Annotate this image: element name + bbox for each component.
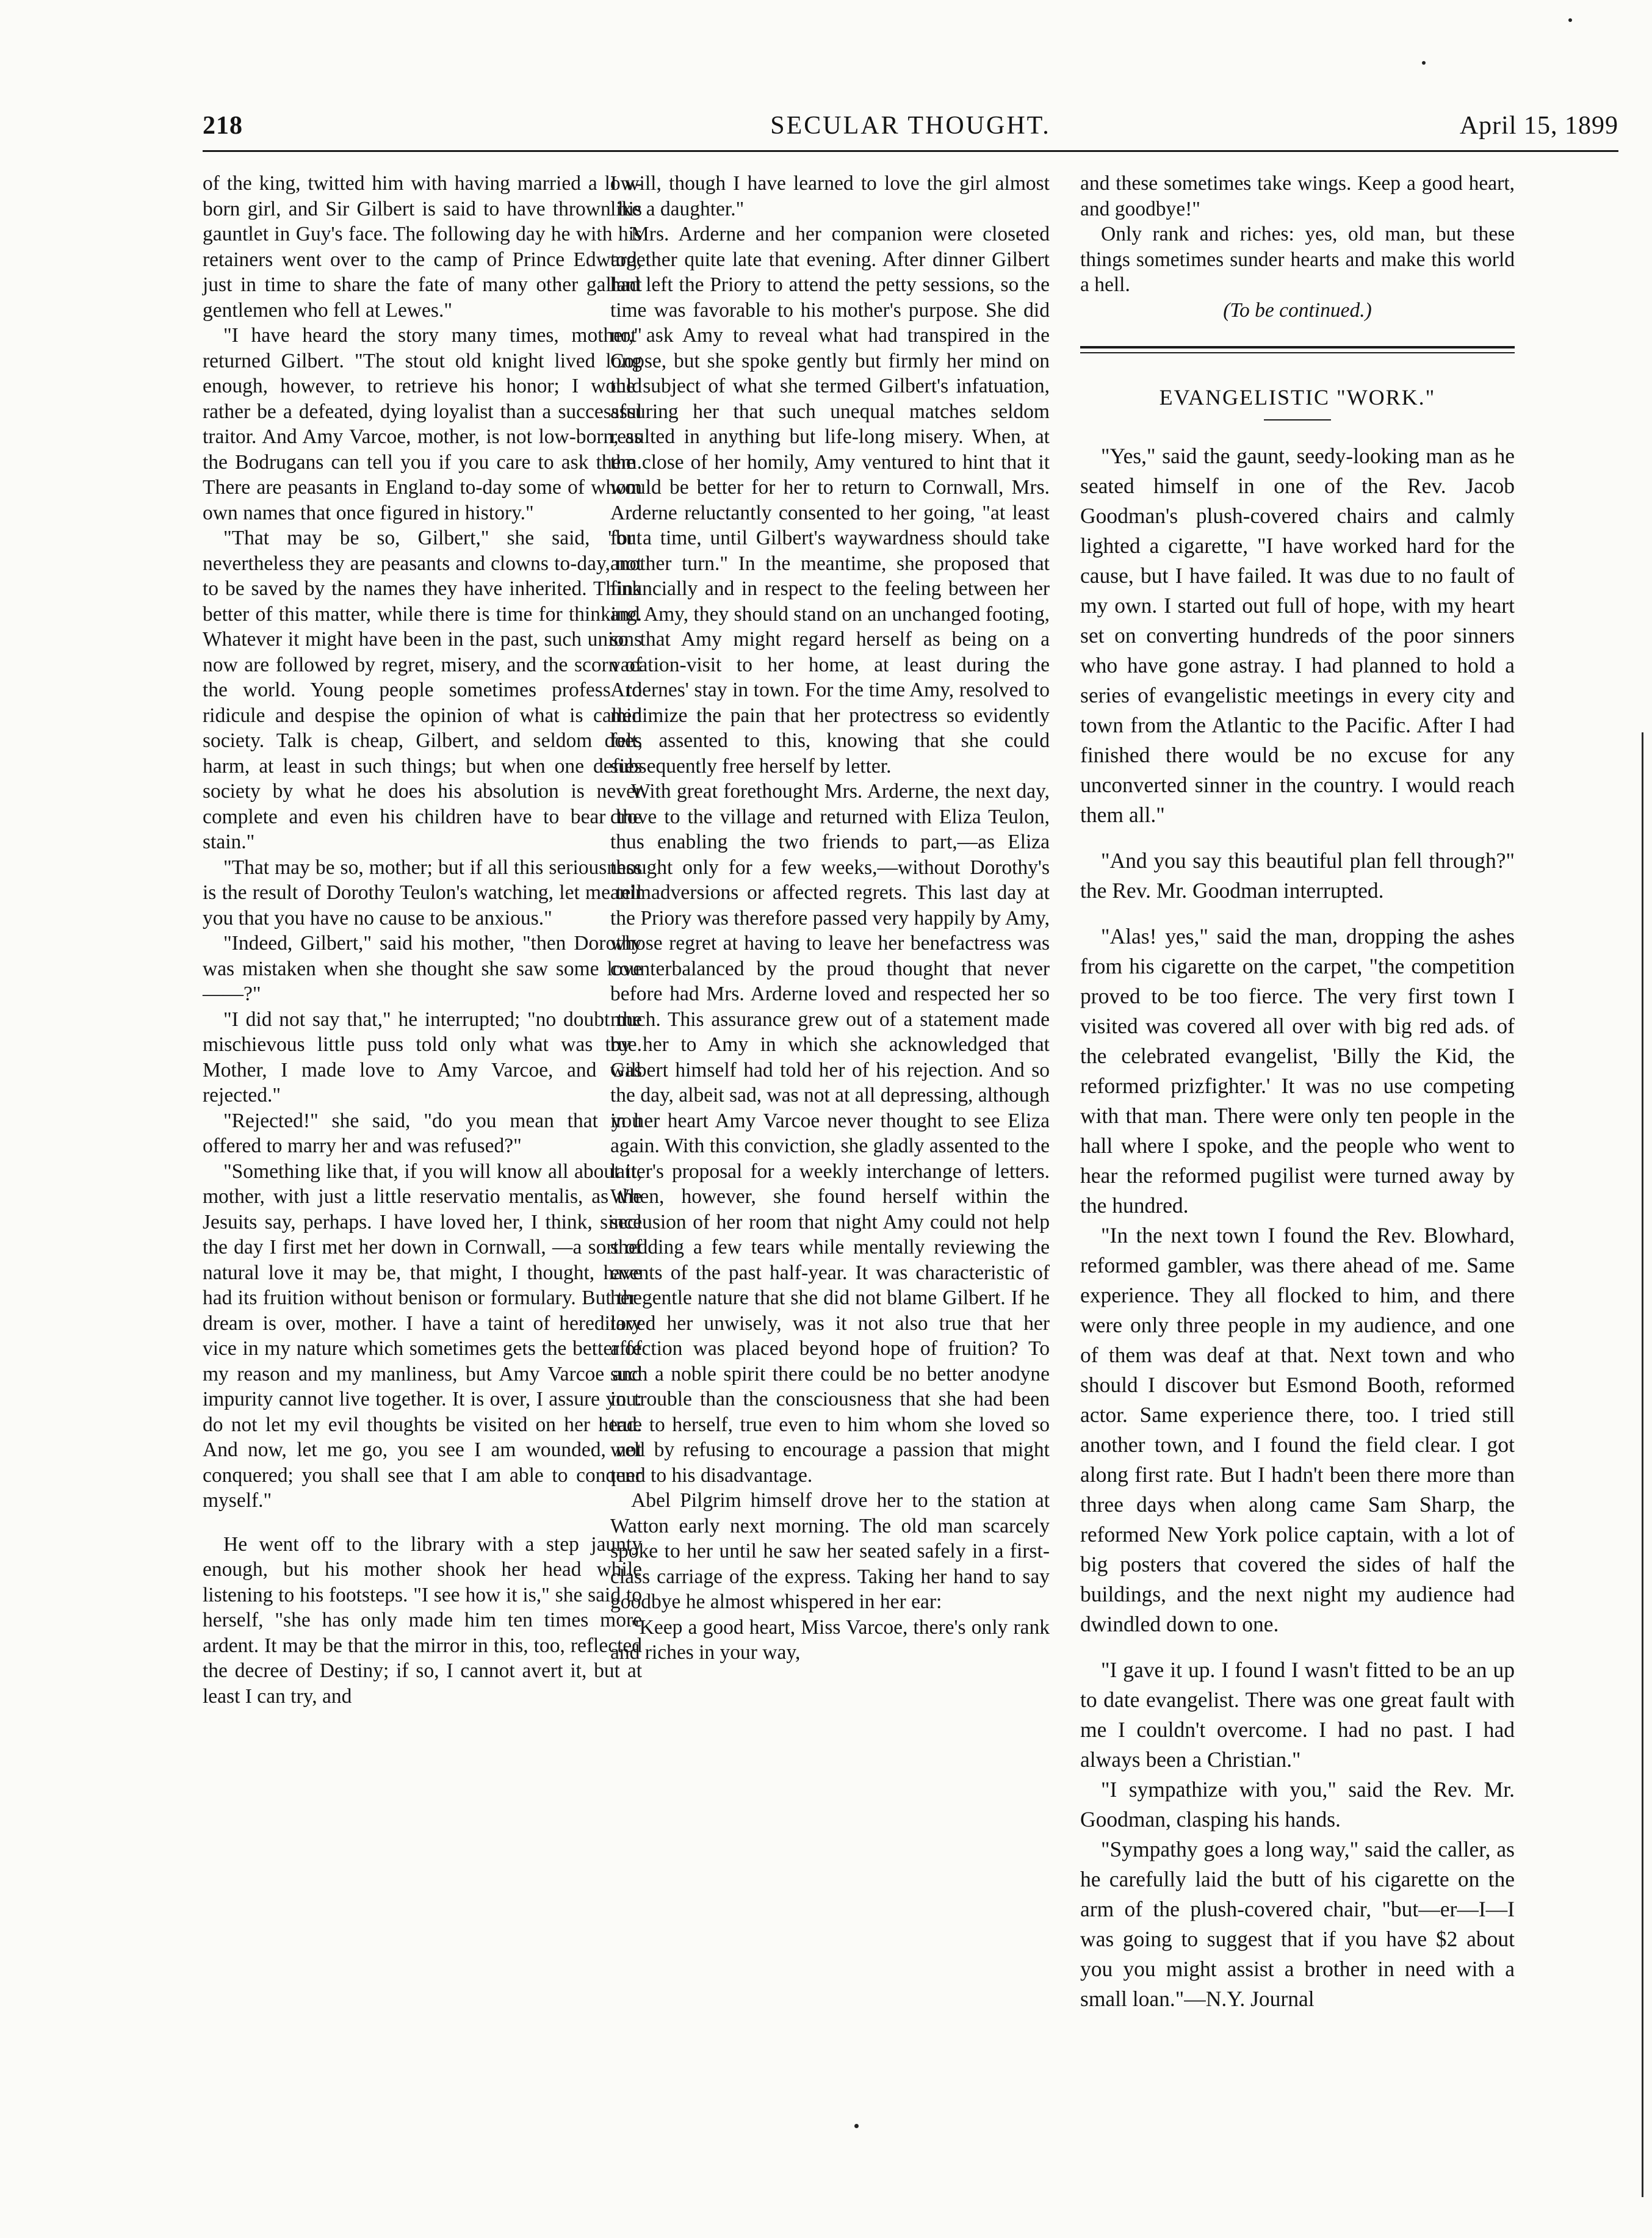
to-be-continued: (To be continued.)	[1223, 298, 1372, 322]
paragraph: "I sympathize with you," said the Rev. Mr. Goodman, clasping his hands.	[1080, 1777, 1515, 1832]
article-body	[1080, 441, 1515, 2014]
publication-title: SECULAR THOUGHT.	[770, 112, 1051, 140]
paragraph: "Yes," said the gaunt, seedy-looking man as he seated himself in one of the Rev. Jacob Goodman's plush-covered chairs and calmly lighted a cigarette, "I have worked hard for the cause, but I have failed. It was due to no fault of my own. I started out full of hope, with my heart set on converting hundreds of the poor sinners who have gone astray. I had planned to hold a series of evangelistic meetings in every city and town from the Atlantic to the Pacific. After I had finished there would be no excuse for any unconverted sinner in the country. I would reach them all."	[1080, 443, 1515, 827]
paragraph: "In the next town I found the Rev. Blowhard, reformed gambler, was there ahead of me. Same experience. They all flocked to him, and there were only three people in my audience, and one of them was deaf at that. Next town and who should I discover but Esmond Booth, reformed actor. Same experience there, too. I tried still another town, and I found the field clear. I got along first rate. But I hadn't been there more than three days when along came Sam Sharp, the reformed New York police captain, with a lot of big posters that covered the sides of half the buildings, and the next night my audience had dwindled down to one.	[1080, 1222, 1515, 1636]
paragraph: "Indeed, Gilbert," said his mother, "then Dorothy was mistaken when she thought she saw some love——?"	[203, 932, 642, 1005]
paragraph: Only rank and riches: yes, old man, but these things sometimes sunder hearts and make this world a hell.	[1080, 223, 1515, 296]
paragraph: "That may be so, mother; but if all this seriousness is the result of Dorothy Teulon's watching, let me tell you that you have no cause to be anxious."	[203, 856, 642, 929]
header-rule	[203, 150, 1618, 152]
paragraph: Abel Pilgrim himself drove her to the station at Watton early next morning. The old man scarcely spoke to her until he saw her seated safely in a first-class carriage of the express. Taking her hand to say goodbye he almost whispered in her ear:	[610, 1489, 1050, 1613]
article-title: EVANGELISTIC "WORK."	[1159, 385, 1436, 410]
issue-date: April 15, 1899	[1459, 112, 1618, 140]
column-3	[1080, 171, 1515, 2014]
column-1	[203, 171, 642, 1709]
paragraph: Mrs. Arderne and her companion were closeted together quite late that evening. After dinner Gilbert had left the Priory to attend the petty sessions, so the time was favorable to his mother's purpose. She did not ask Amy to reveal what had transpired in the Copse, but she spoke gently but firmly her mind on the subject of what she termed Gilbert's infatuation, assuring her that such unequal matches seldom resulted in anything but life-long misery. When, at the close of her homily, Amy ventured to hint that it would be better for her to return to Cornwall, Mrs. Arderne reluctantly consented to her going, "at least for a time, until Gilbert's waywardness should take another turn." In the meantime, she proposed that financially and in respect to the feeling between her and Amy, they should stand on an unchanged footing, so that Amy might regard herself as being on a vacation-visit to her home, at least during the Ardernes' stay in town. For the time Amy, resolved to minimize the pain that her protectress so evidently felt, assented to this, knowing that she could subsequently free herself by letter.	[610, 223, 1050, 778]
scan-speck	[854, 2124, 859, 2128]
paragraph: "I have heard the story many times, mother," returned Gilbert. "The stout old knight lived long enough, however, to retrieve his honor; I would rather be a defeated, dying loyalist than a successful traitor. And Amy Varcoe, mother, is not low-born, as the Bodrugans can tell you if you care to ask them. There are peasants in England to-day some of whom own names that once figured in history."	[203, 324, 642, 524]
scan-speck	[1568, 18, 1572, 22]
scan-speck	[1422, 61, 1426, 65]
running-header	[203, 111, 1618, 148]
paragraph: "And you say this beautiful plan fell through?" the Rev. Mr. Goodman interrupted.	[1080, 848, 1515, 903]
paragraph: "Keep a good heart, Miss Varcoe, there's only rank and riches in your way,	[610, 1615, 1050, 1664]
paragraph: "Something like that, if you will know all about it, mother, with just a little reservatio mentalis, as the Jesuits say, perhaps. I have loved her, I think, since the day I first met her down in Cornwall, —a sort of natural love it may be, that might, I thought, have had its fruition without benison or formulary. But the dream is over, mother. I have a taint of hereditary vice in my nature which sometimes gets the better of my reason and my manliness, but Amy Varcoe and impurity cannot live together. It is over, I assure you: do not let my evil thoughts be visited on her head. And now, let me go, you see I am wounded, not conquered; you shall see that I am able to conquer myself."	[203, 1160, 642, 1512]
section-divider	[1080, 346, 1515, 353]
scan-edge-line	[1642, 732, 1643, 2197]
paragraph: "That may be so, Gilbert," she said, "but nevertheless they are peasants and clowns to-day, not to be saved by the names they have inherited. Think better of this matter, while there is time for thinking. Whatever it might have been in the past, such unions now are followed by regret, misery, and the scorn of the world. Young people sometimes profess to ridicule and despise the opinion of what is called society. Talk is cheap, Gilbert, and seldom does harm, at least in such things; but when one defies society by what he does his absolution is never complete and even his children have to bear the stain."	[203, 527, 642, 853]
page-number: 218	[203, 112, 243, 140]
paragraph: With great forethought Mrs. Arderne, the next day, drove to the village and returned with Eliza Teulon, thus enabling the two friends to part,—as Eliza thought only for a few weeks,—without Dorothy's animadversions or affected regrets. This last day at the Priory was therefore passed very happily by Amy, whose regret at having to leave her benefactress was counterbalanced by the proud thought that never before had Mrs. Arderne loved and respected her so much. This assurance grew out of a statement made by her to Amy in which she acknowledged that Gilbert himself had told her of his rejection. And so the day, albeit sad, was not at all depressing, although in her heart Amy Varcoe never thought to see Eliza again. With this conviction, she gladly assented to the latter's proposal for a weekly interchange of letters. When, however, she found herself within the seclusion of her room that night Amy could not help shedding a few tears while mentally reviewing the events of the past half-year. It was characteristic of her gentle nature that she did not blame Gilbert. If he loved her unwisely, was it not also true that her affection was placed beyond hope of fruition? To such a noble spirit there could be no better anodyne in trouble than the consciousness that she had been true to herself, true even to him whom she loved so well by refusing to encourage a passion that might tend to his disadvantage.	[610, 780, 1050, 1487]
paragraph: He went off to the library with a step jaunty enough, but his mother shook her head while listening to his footsteps. "I see how it is," she said to herself, "she has only made him ten times more ardent. It may be that the mirror in this, too, reflected the decree of Destiny; if so, I cannot avert it, but at least I can try, and	[203, 1532, 642, 1708]
paragraph: of the king, twitted him with having married a low-born girl, and Sir Gilbert is said to have thrown his gauntlet in Guy's face. The following day he with his retainers went over to the camp of Prince Edward, just in time to share the fate of many other gallant gentlemen who fell at Lewes."	[203, 172, 642, 322]
paragraph: "I did not say that," he interrupted; "no doubt the mischievous little puss told only what was true. Mother, I made love to Amy Varcoe, and was rejected."	[203, 1008, 642, 1106]
paragraph: "I gave it up. I found I wasn't fitted to be an up to date evangelist. There was one great fault with me I couldn't overcome. I had no past. I had always been a Christian."	[1080, 1657, 1515, 1772]
paragraph: "Rejected!" she said, "do you mean that you offered to marry her and was refused?"	[203, 1109, 642, 1157]
paragraph: and these sometimes take wings. Keep a good heart, and goodbye!"	[1080, 172, 1515, 220]
column-2	[610, 171, 1050, 1666]
paragraph: "Alas! yes," said the man, dropping the ashes from his cigarette on the carpet, "the competition proved to be too fierce. The very first town I visited was covered all over with big red ads. of the celebrated evangelist, 'Billy the Kid, the reformed prizfighter.' It was no use competing with that man. There were only ten people in the hall where I spoke, and the people who went to hear the reformed pugilist were turned away by the hundred.	[1080, 923, 1515, 1218]
paragraph: "Sympathy goes a long way," said the caller, as he carefully laid the butt of his cigarette on the arm of the plush-covered chair, "but—er—I—I was going to suggest that if you have $2 about you you might assist a brother in need with a small loan."—N.Y. Journal	[1080, 1836, 1515, 2011]
paragraph: I will, though I have learned to love the girl almost like a daughter."	[610, 172, 1050, 220]
title-rule	[1264, 419, 1331, 421]
